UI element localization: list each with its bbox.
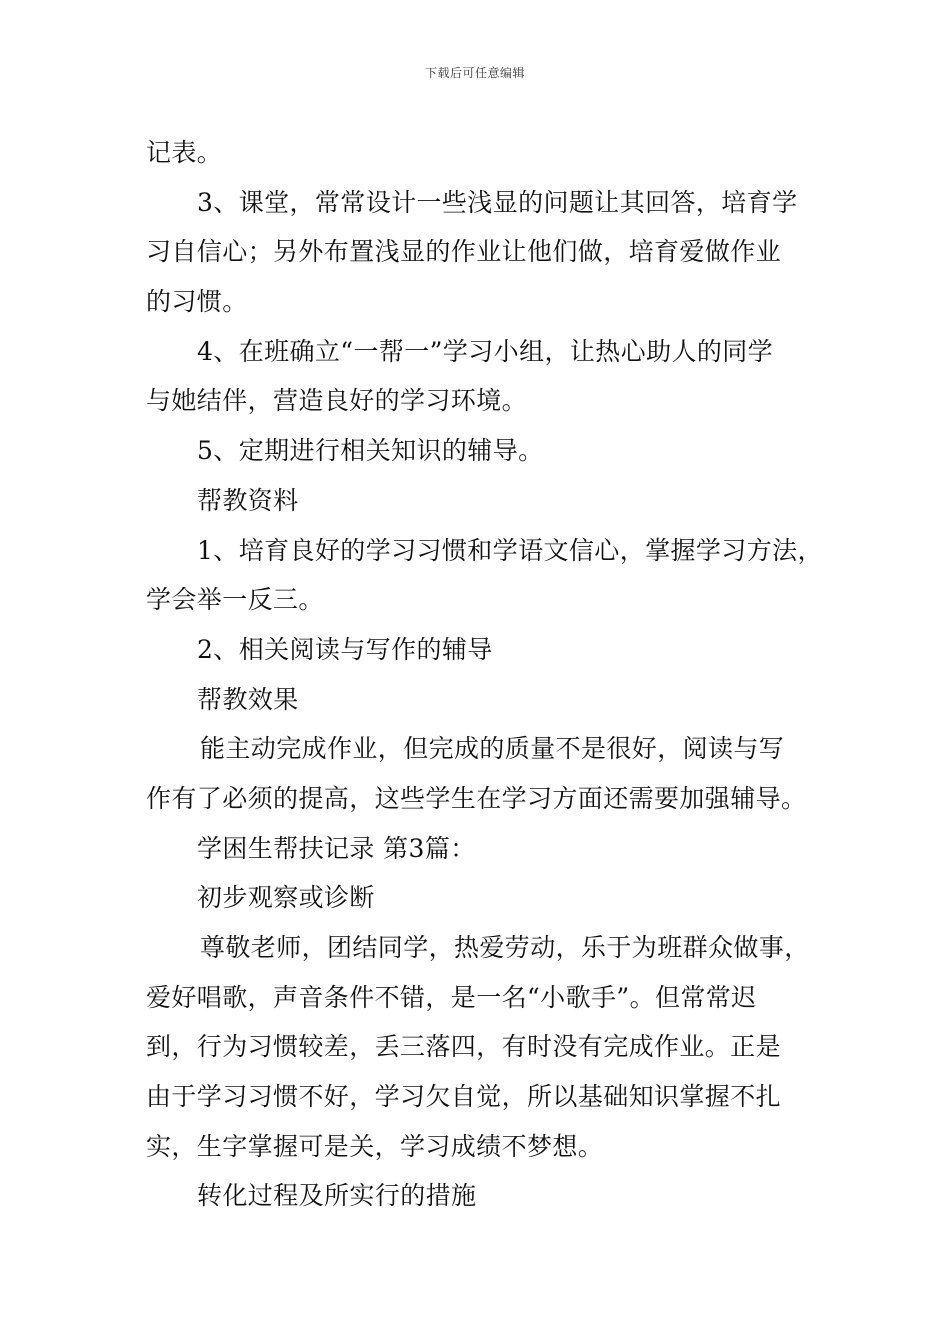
text-line: 4、在班确立“一帮一”学习小组，让热心助人的同学 xyxy=(197,336,774,366)
text-line: 习自信心；另外布置浅显的作业让他们做，培育爱做作业 xyxy=(146,237,782,267)
text-line: 与她结伴，营造良好的学习环境。 xyxy=(146,386,528,416)
text-line: 1、培育良好的学习习惯和学语文信心，掌握学习方法， xyxy=(197,535,823,565)
text-line: 3、课堂，常常设计一些浅显的问题让其回答，培育学 xyxy=(197,187,798,217)
text-line: 尊敬老师，团结同学，热爱劳动，乐于为班群众做事， xyxy=(200,933,810,962)
document-body xyxy=(146,128,823,1221)
section-heading: 转化过程及所实行的措施 xyxy=(197,1181,477,1211)
text-line: 能主动完成作业，但完成的质量不是很好，阅读与写 xyxy=(200,734,785,764)
text-line: 学会举一反三。 xyxy=(146,585,324,615)
text-line: 到，行为习惯较差，丢三落四，有时没有完成作业。正是 xyxy=(146,1032,782,1062)
section-heading: 帮教效果 xyxy=(197,684,299,714)
text-line: 实，生字掌握可是关，学习成绩不梦想。 xyxy=(146,1131,604,1161)
text-line: 的习惯。 xyxy=(146,287,248,317)
section-title: 学困生帮扶记录 第3篇： xyxy=(197,833,476,863)
text-line: 作有了必须的提高，这些学生在学习方面还需要加强辅导。 xyxy=(146,783,807,813)
section-heading: 帮教资料 xyxy=(197,485,299,515)
text-line: 5、定期进行相关知识的辅导。 xyxy=(197,436,544,466)
text-line: 2、相关阅读与写作的辅导 xyxy=(197,634,493,664)
text-line: 记表。 xyxy=(146,138,223,167)
section-heading: 初步观察或诊断 xyxy=(197,883,375,913)
text-line: 由于学习习惯不好，学习欠自觉，所以基础知识掌握不扎 xyxy=(146,1082,782,1112)
page-header: 下载后可任意编辑 xyxy=(424,66,525,80)
text-line: 爱好唱歌，声音条件不错，是一名“小歌手”。但常常迟 xyxy=(146,982,757,1012)
